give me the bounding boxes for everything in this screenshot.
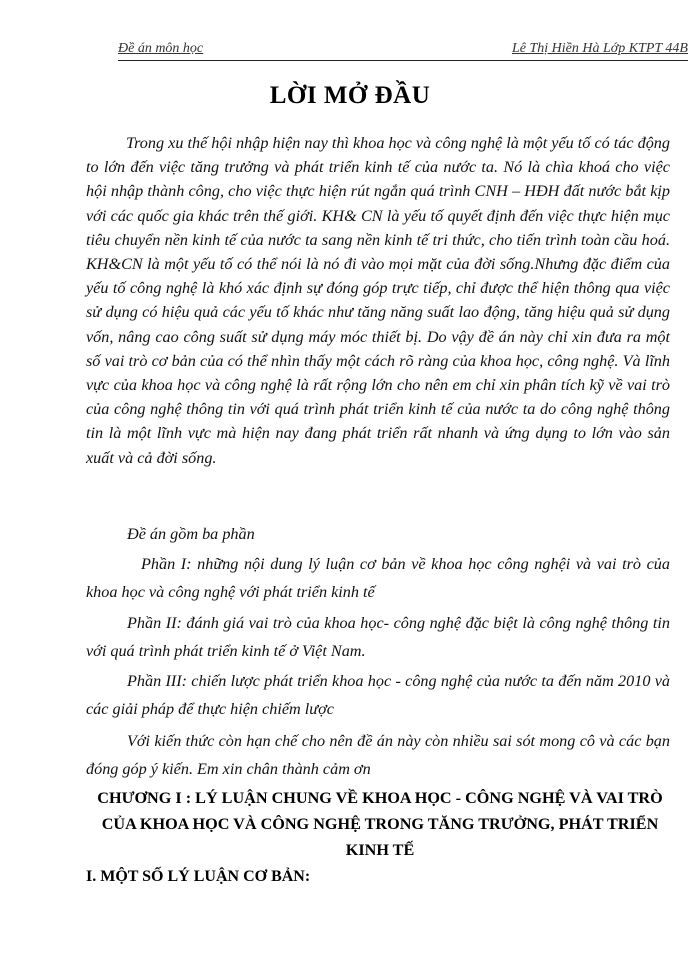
header-author-label: Lê Thị Hiền Hà Lớp KTPT 44B xyxy=(511,41,688,56)
part-one-paragraph: Phần I: những nội dung lý luận cơ bản về khoa học công nghệi và vai trò của khoa học và công nghệ với phát triển kinh tế xyxy=(86,555,670,601)
part-three-paragraph: Phần III: chiến lược phát triển khoa học - công nghệ của nước ta đến năm 2010 và các giải pháp để thực hiện chiếm lược xyxy=(86,672,670,718)
closing-paragraph: Với kiến thức còn hạn chế cho nên đề án này còn nhiều sai sót mong cô và các bạn đóng góp ý kiến. Em xin chân thành cảm ơn xyxy=(86,732,670,778)
page-title: LỜI MỞ ĐẦU xyxy=(269,82,431,109)
outline-paragraph: Đề án gồm ba phần xyxy=(127,525,255,543)
section-heading: I. MỘT SỐ LÝ LUẬN CƠ BẢN: xyxy=(86,868,311,885)
page-header xyxy=(118,38,688,61)
intro-paragraph: Trong xu thế hội nhập hiện nay thì khoa học và công nghệ là một yếu tố có tác động to lớn đến việc tăng trưởng và phát triển kinh tế của nước ta. Nó là chìa khoá cho việc hội nhập thành công, cho việc thực hiện rút ngắn quá trình CNH – HĐH đất nước bắt kịp với các quốc gia khác trên thế giới. KH& CN là yếu tố quyết định đến việc thực hiện mục tiêu chuyển nền kinh tế của nước ta sang nền kinh tế tri thức, cho tiến trình toàn cầu hoá. KH&CN là một yếu tố có thể nói là nó đi vào mọi mặt của đời sống.Nhưng đặc điểm của yếu tố công nghệ là khó xác định sự đóng góp trực tiếp, chỉ được thể hiện thông qua việc sử dụng có hiệu quả các yếu tố khác như tăng năng suất lao động, tăng hiệu quả sử dụng vốn, nâng cao công suất sử dụng máy móc thiết bị. Do vậy đề án này chỉ xin đưa ra một số vai trò cơ bản của có thể nhìn thấy một cách rõ ràng của khoa học, công nghệ. Và lĩnh vực của khoa học và công nghệ là rất rộng lớn cho nên em chỉ xin phân tích kỹ về vai trò của công nghệ thông tin với quá trình phát triển kinh tế của nước ta do công nghệ thông tin là một lĩnh vực mà hiện nay đang phát triển rất nhanh và ứng dụng to lớn vào sản xuất và cả đời sống. xyxy=(86,134,670,467)
header-course-label: Đề án môn học xyxy=(118,41,204,56)
chapter-heading: CHƯƠNG I : LÝ LUẬN CHUNG VỀ KHOA HỌC - CÔNG NGHỆ VÀ VAI TRÒ CỦA KHOA HỌC VÀ CÔNG NGHỆ TRONG TĂNG TRƯỞNG, PHÁT TRIỂN KINH TẾ xyxy=(97,789,663,859)
part-two-paragraph: Phần II: đánh giá vai trò của khoa học- công nghệ đặc biệt là công nghệ thông tin với quá trình phát triển kinh tế ở Việt Nam. xyxy=(86,614,670,660)
